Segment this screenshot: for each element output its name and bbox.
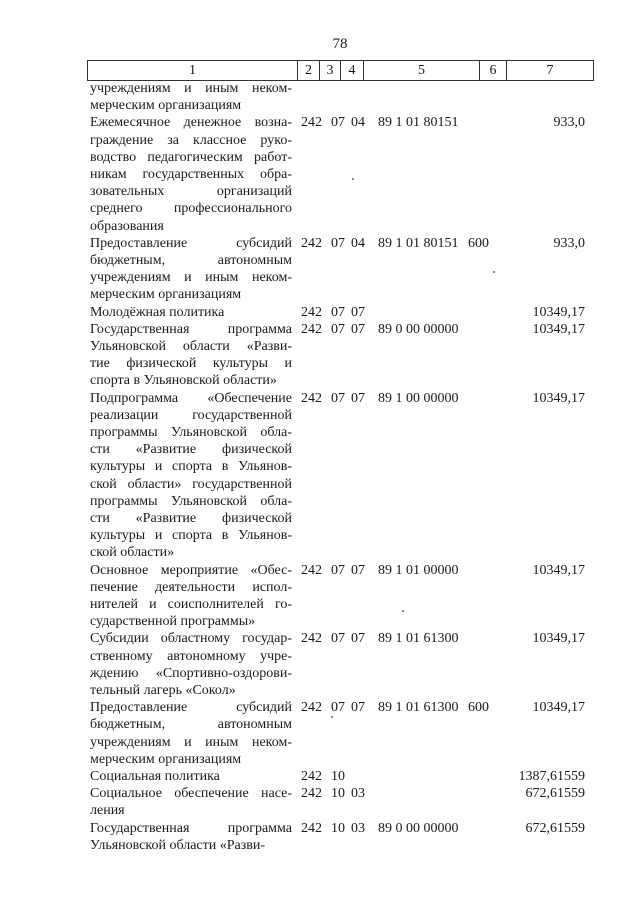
scan-speck [352, 178, 354, 180]
cell-col-2: 242 [301, 631, 322, 647]
cell-col-3: 07 [331, 631, 345, 647]
description-line: реализации государственной [90, 407, 292, 423]
description-line: сударственной программы» [90, 614, 256, 630]
cell-col-4: 07 [351, 562, 365, 578]
table-row [0, 390, 640, 562]
description-line: Государственная программа [90, 321, 292, 337]
header-col-1: 1 [88, 61, 298, 81]
cell-col-3: 07 [331, 321, 345, 337]
cell-col-2: 242 [301, 390, 322, 406]
table-row [0, 768, 640, 785]
description-line: среднего профессионального [90, 201, 292, 217]
cell-col-7: 672,61559 [525, 820, 585, 836]
table-row [0, 562, 640, 631]
cell-col-5: 89 1 00 00000 [378, 390, 459, 406]
cell-col-2: 242 [301, 700, 322, 716]
description-line: ждению «Спортивно-оздорови- [90, 665, 292, 681]
description-line: Социальное обеспечение насе- [90, 786, 292, 802]
description-line: Социальная политика [90, 769, 220, 784]
cell-col-7: 10349,17 [532, 390, 585, 406]
description-line: мерческим организациям [90, 751, 242, 767]
description-line: граждение за классное руко- [90, 132, 292, 148]
description-line: тельный лагерь «Сокол» [90, 683, 236, 698]
description-line: сти «Развитие физической [90, 442, 292, 458]
description-line: мерческим организациям [90, 98, 242, 114]
description-line: Ульяновской области «Разви- [90, 339, 292, 354]
description-line: зовательных организаций [90, 184, 292, 200]
description-line: Предоставление субсидий [90, 235, 292, 251]
description-line: программы Ульяновской обла- [90, 493, 292, 509]
cell-col-7: 672,61559 [525, 786, 585, 802]
cell-col-3: 07 [331, 700, 345, 716]
cell-col-7: 1387,61559 [518, 769, 585, 784]
cell-col-5: 89 0 00 00000 [378, 820, 459, 836]
cell-col-2: 242 [301, 562, 322, 578]
description-line: учреждениям и иным неком- [90, 81, 292, 96]
cell-col-2: 242 [301, 115, 322, 131]
cell-col-3: 07 [331, 235, 345, 251]
table-row [0, 785, 640, 819]
cell-col-2: 242 [301, 321, 322, 337]
table-row [0, 80, 640, 114]
cell-col-3: 07 [331, 562, 345, 578]
cell-col-2: 242 [301, 786, 322, 802]
row-description [90, 235, 292, 304]
description-line: Ульяновской области «Разви- [90, 837, 266, 853]
description-line: бюджетным, автономным [90, 253, 292, 268]
description-line: Государственная программа [90, 820, 292, 836]
description-line: учреждениям и иным неком- [90, 734, 292, 750]
header-col-3: 3 [320, 61, 341, 81]
description-line: тие физической культуры и [90, 356, 292, 372]
cell-col-7: 10349,17 [532, 304, 585, 320]
description-line: бюджетным, автономным [90, 717, 292, 733]
description-line: программы Ульяновской обла- [90, 425, 292, 440]
row-description [90, 80, 292, 114]
header-col-4: 4 [341, 61, 364, 81]
cell-col-5: 89 1 01 61300 [378, 700, 459, 716]
description-line: спорта в Ульяновской области» [90, 373, 277, 389]
scan-speck [493, 271, 495, 273]
row-description [90, 630, 292, 699]
cell-col-7: 10349,17 [532, 631, 585, 647]
cell-col-4: 04 [351, 115, 365, 131]
row-description [90, 785, 292, 819]
description-line: культуры и спорта в Ульянов- [90, 528, 292, 544]
description-line: нителей и соисполнителей го- [90, 597, 292, 612]
description-line: ской области» [90, 545, 175, 561]
description-line: никам государственных обра- [90, 167, 292, 182]
table-row [0, 630, 640, 699]
cell-col-3: 07 [331, 304, 345, 320]
header-col-6: 6 [480, 61, 507, 81]
scan-speck [331, 716, 333, 718]
cell-col-4: 07 [351, 304, 365, 320]
cell-col-2: 242 [301, 820, 322, 836]
description-line: Ежемесячное денежное возна- [90, 115, 292, 131]
cell-col-4: 04 [351, 235, 365, 251]
cell-col-5: 89 0 00 00000 [378, 321, 459, 337]
row-description [90, 699, 292, 768]
cell-col-5: 89 1 01 80151 [378, 235, 459, 251]
cell-col-4: 07 [351, 321, 365, 337]
row-description [90, 820, 292, 854]
description-line: ления [90, 803, 125, 819]
cell-col-2: 242 [301, 235, 322, 251]
cell-col-6: 600 [468, 700, 489, 716]
page-number: 78 [332, 36, 348, 52]
description-line: Подпрограмма «Обеспечение [90, 390, 292, 406]
scan-speck [402, 610, 404, 612]
cell-col-7: 10349,17 [532, 562, 585, 578]
cell-col-4: 07 [351, 700, 365, 716]
table-row [0, 304, 640, 321]
row-description [90, 390, 292, 562]
cell-col-5: 89 1 01 61300 [378, 631, 459, 647]
table-row [0, 699, 640, 768]
cell-col-4: 03 [351, 820, 365, 836]
description-line: учреждениям и иным неком- [90, 270, 292, 286]
row-description [90, 114, 292, 234]
description-line: мерческим организациям [90, 287, 242, 303]
row-description [90, 321, 292, 390]
cell-col-4: 03 [351, 786, 365, 802]
cell-col-2: 242 [301, 304, 322, 320]
cell-col-2: 242 [301, 769, 322, 784]
cell-col-6: 600 [468, 235, 489, 251]
description-line: печение деятельности испол- [90, 579, 292, 595]
table-row [0, 820, 640, 854]
cell-col-7: 10349,17 [532, 700, 585, 716]
row-description [90, 562, 292, 631]
description-line: культуры и спорта в Ульянов- [90, 459, 292, 475]
description-line: сти «Развитие физической [90, 511, 292, 527]
cell-col-3: 07 [331, 115, 345, 131]
description-line: образования [90, 218, 164, 234]
cell-col-5: 89 1 01 80151 [378, 115, 459, 131]
cell-col-7: 933,0 [553, 115, 585, 131]
description-line: Предоставление субсидий [90, 700, 292, 716]
description-line: ственному автономному учре- [90, 648, 292, 664]
description-line: водство педагогическим работ- [90, 149, 292, 165]
header-col-2: 2 [298, 61, 320, 81]
cell-col-4: 07 [351, 631, 365, 647]
cell-col-3: 10 [331, 769, 345, 784]
cell-col-7: 933,0 [553, 235, 585, 251]
description-line: Субсидии областному государ- [90, 631, 292, 647]
cell-col-3: 07 [331, 390, 345, 406]
header-col-5: 5 [364, 61, 480, 81]
cell-col-7: 10349,17 [532, 321, 585, 337]
description-line: Молодёжная политика [90, 304, 225, 320]
cell-col-4: 07 [351, 390, 365, 406]
cell-col-3: 10 [331, 786, 345, 802]
table-row [0, 235, 640, 304]
table-header [87, 60, 594, 81]
cell-col-3: 10 [331, 820, 345, 836]
description-line: ской области» государственной [90, 476, 292, 492]
table-row [0, 114, 640, 234]
header-col-7: 7 [507, 61, 594, 81]
row-description [90, 768, 292, 785]
row-description [90, 304, 292, 321]
cell-col-5: 89 1 01 00000 [378, 562, 459, 578]
table-row [0, 321, 640, 390]
description-line: Основное мероприятие «Обес- [90, 562, 292, 578]
